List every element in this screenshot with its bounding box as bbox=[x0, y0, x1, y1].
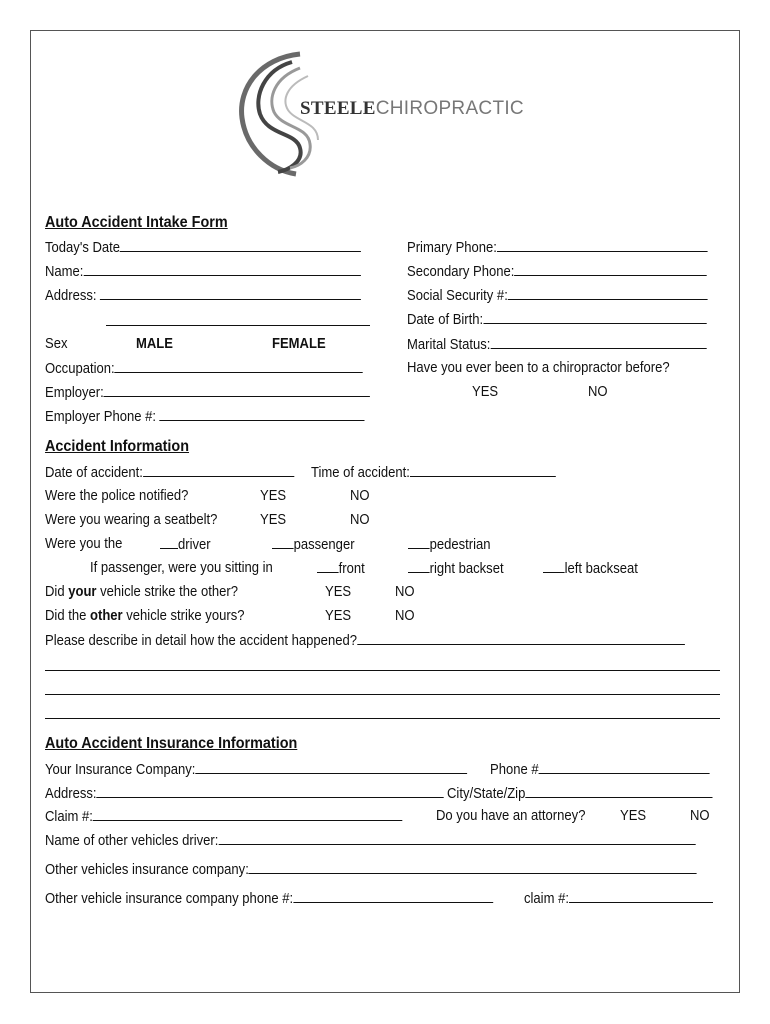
other-claim-field[interactable] bbox=[524, 889, 713, 908]
employer-field[interactable] bbox=[45, 383, 370, 402]
accident-title: Accident Information bbox=[45, 438, 190, 455]
insurance-company-label: Your Insurance Company: bbox=[45, 762, 196, 778]
describe-line-2[interactable] bbox=[45, 670, 720, 671]
insurance-phone-label: Phone # bbox=[490, 762, 539, 778]
attorney-no-option[interactable]: NO bbox=[690, 808, 710, 824]
pedestrian-option[interactable] bbox=[408, 535, 491, 554]
insurance-address-label: Address: bbox=[45, 786, 97, 802]
other-strike-the: the bbox=[68, 608, 87, 624]
other-strike-no-option[interactable]: NO bbox=[395, 608, 415, 624]
dob-label: Date of Birth: bbox=[407, 312, 484, 328]
employer-phone-field[interactable] bbox=[45, 407, 365, 426]
sex-label: Sex bbox=[45, 336, 68, 352]
other-strike-emphasis: other bbox=[90, 608, 123, 624]
attorney-question: Do you have an attorney? bbox=[436, 808, 586, 824]
male-option[interactable]: MALE bbox=[136, 336, 173, 352]
your-strike-emphasis: your bbox=[68, 584, 97, 600]
female-option[interactable]: FEMALE bbox=[272, 336, 326, 352]
driver-label: driver bbox=[178, 537, 211, 553]
other-driver-field[interactable] bbox=[45, 831, 695, 850]
other-strike-did: Did bbox=[45, 608, 65, 624]
primary-phone-label: Primary Phone: bbox=[407, 240, 497, 256]
secondary-phone-field[interactable] bbox=[407, 262, 707, 281]
insurance-address-field[interactable] bbox=[45, 784, 444, 803]
address-line-2[interactable] bbox=[106, 325, 370, 326]
describe-line-4[interactable] bbox=[45, 718, 720, 719]
other-strike-yes-option[interactable]: YES bbox=[325, 608, 352, 624]
were-you-label: Were you the bbox=[45, 536, 123, 552]
your-strike-no-option[interactable]: NO bbox=[395, 584, 415, 600]
claim-label: Claim #: bbox=[45, 809, 93, 825]
left-backseat-label: left backseat bbox=[564, 561, 638, 577]
insurance-title: Auto Accident Insurance Information bbox=[45, 735, 298, 752]
name-label: Name: bbox=[45, 264, 84, 280]
right-backseat-label: right backset bbox=[429, 561, 504, 577]
sitting-question: If passenger, were you sitting in bbox=[90, 560, 273, 576]
todays-date-field[interactable] bbox=[45, 238, 361, 257]
attorney-yes-option[interactable]: YES bbox=[620, 808, 647, 824]
intake-title: Auto Accident Intake Form bbox=[45, 214, 228, 231]
employer-phone-label: Employer Phone #: bbox=[45, 409, 156, 425]
describe-label: Please describe in detail how the accident happened? bbox=[45, 633, 357, 649]
your-strike-question bbox=[45, 583, 238, 601]
passenger-label: passenger bbox=[293, 537, 355, 553]
other-strike-rest: vehicle strike yours? bbox=[126, 608, 245, 624]
accident-time-field[interactable] bbox=[311, 463, 556, 482]
occupation-label: Occupation: bbox=[45, 361, 115, 377]
insurance-city-label: City/State/Zip bbox=[447, 786, 526, 802]
your-strike-did: Did bbox=[45, 584, 65, 600]
other-phone-field[interactable] bbox=[45, 889, 493, 908]
address-label: Address: bbox=[45, 288, 97, 304]
marital-field[interactable] bbox=[407, 335, 706, 354]
other-company-field[interactable] bbox=[45, 860, 697, 879]
seatbelt-yes-option[interactable]: YES bbox=[260, 512, 287, 528]
your-strike-rest: vehicle strike the other? bbox=[100, 584, 238, 600]
logo bbox=[230, 48, 550, 178]
driver-option[interactable] bbox=[160, 535, 211, 554]
other-driver-label: Name of other vehicles driver: bbox=[45, 833, 219, 849]
address-field[interactable] bbox=[45, 286, 361, 305]
ssn-label: Social Security #: bbox=[407, 288, 508, 304]
other-strike-question bbox=[45, 607, 244, 625]
todays-date-label: Today's Date bbox=[45, 240, 121, 256]
chiro-yes-option[interactable]: YES bbox=[472, 384, 499, 400]
front-seat-label: front bbox=[338, 561, 365, 577]
police-question: Were the police notified? bbox=[45, 488, 189, 504]
front-seat-option[interactable] bbox=[317, 559, 365, 578]
seatbelt-no-option[interactable]: NO bbox=[350, 512, 370, 528]
police-yes-option[interactable]: YES bbox=[260, 488, 287, 504]
claim-field[interactable] bbox=[45, 807, 402, 826]
primary-phone-field[interactable] bbox=[407, 238, 708, 257]
other-company-label: Other vehicles insurance company: bbox=[45, 862, 249, 878]
seatbelt-question: Were you wearing a seatbelt? bbox=[45, 512, 218, 528]
passenger-option[interactable] bbox=[272, 535, 355, 554]
marital-label: Marital Status: bbox=[407, 337, 491, 353]
employer-label: Employer: bbox=[45, 385, 104, 401]
your-strike-yes-option[interactable]: YES bbox=[325, 584, 352, 600]
insurance-phone-field[interactable] bbox=[490, 760, 710, 779]
accident-date-label: Date of accident: bbox=[45, 465, 143, 481]
right-backseat-option[interactable] bbox=[408, 559, 504, 578]
chiro-no-option[interactable]: NO bbox=[588, 384, 608, 400]
name-field[interactable] bbox=[45, 262, 361, 281]
accident-time-label: Time of accident: bbox=[311, 465, 410, 481]
occupation-field[interactable] bbox=[45, 359, 363, 378]
pedestrian-label: pedestrian bbox=[429, 537, 491, 553]
describe-field[interactable] bbox=[45, 631, 685, 650]
insurance-city-field[interactable] bbox=[447, 784, 713, 803]
dob-field[interactable] bbox=[407, 310, 706, 329]
accident-date-field[interactable] bbox=[45, 463, 294, 482]
logo-subtitle: CHIROPRACTIC bbox=[375, 98, 524, 119]
insurance-company-field[interactable] bbox=[45, 760, 467, 779]
left-backseat-option[interactable] bbox=[543, 559, 638, 578]
secondary-phone-label: Secondary Phone: bbox=[407, 264, 515, 280]
chiro-before-question: Have you ever been to a chiropractor before? bbox=[407, 360, 670, 376]
other-claim-label: claim #: bbox=[524, 891, 569, 907]
other-phone-label: Other vehicle insurance company phone #: bbox=[45, 891, 294, 907]
police-no-option[interactable]: NO bbox=[350, 488, 370, 504]
logo-text bbox=[300, 98, 524, 120]
describe-line-3[interactable] bbox=[45, 694, 720, 695]
logo-brand: STEELE bbox=[300, 98, 376, 119]
ssn-field[interactable] bbox=[407, 286, 708, 305]
